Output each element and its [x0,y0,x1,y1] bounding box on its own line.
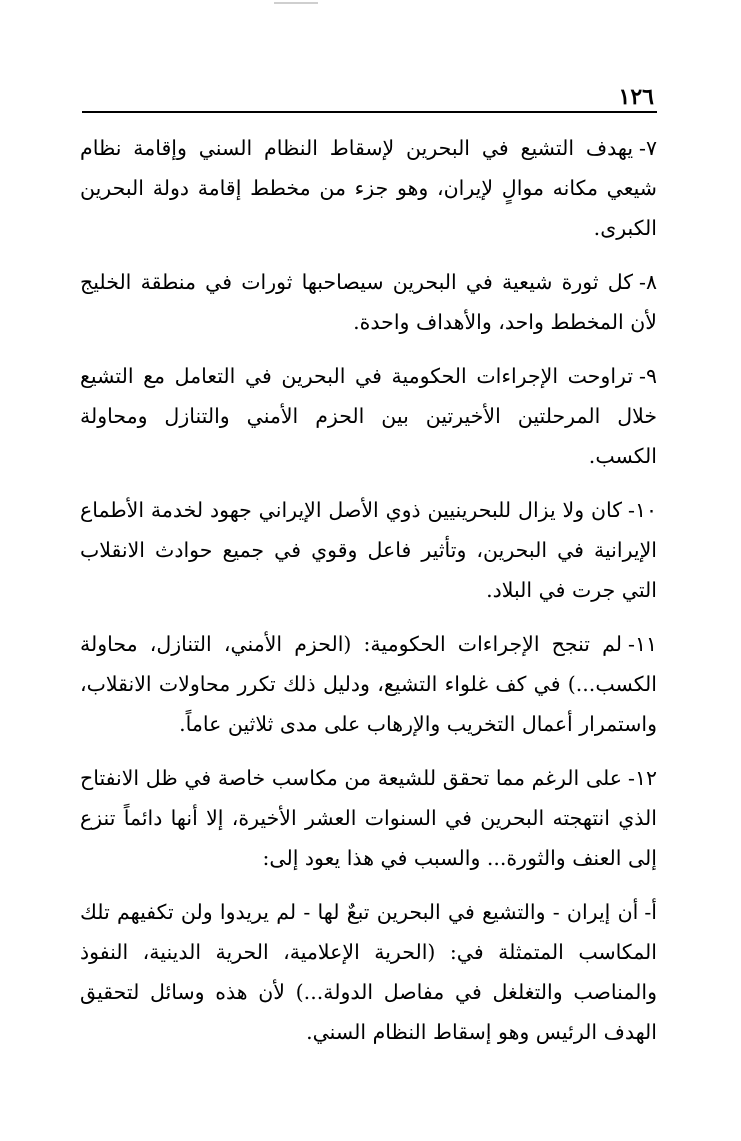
paragraph-11 [80,624,657,744]
paragraph-number: ٨- [639,270,657,294]
page-header [82,85,656,109]
paragraph-a [80,892,657,1052]
paragraph-text: يهدف التشيع في البحرين لإسقاط النظام السني وإقامة نظام شيعي مكانه موالٍ لإيران، وهو جزء من مخطط إقامة دولة البحرين الكبرى. [80,136,657,240]
paragraph-text: كل ثورة شيعية في البحرين سيصاحبها ثورات في منطقة الخليج لأن المخطط واحد، والأهداف واحدة. [80,270,657,334]
paragraph-text: أن إيران - والتشيع في البحرين تبعٌ لها - لم يريدوا ولن تكفيهم تلك المكاسب المتمثلة في: (الحرية الإعلامية، الحرية الدينية، النفوذ والمناصب والتغلغل في مفاصل الدولة...) لأن هذه وسائل لتحقيق الهدف الرئيس وهو إسقاط النظام السني. [80,900,657,1044]
paragraph-number: ٩- [639,364,657,388]
paragraph-number: ١٠- [628,498,657,522]
paragraph-12 [80,758,657,878]
page-body [80,128,657,1052]
paragraph-text: تراوحت الإجراءات الحكومية في البحرين في التعامل مع التشيع خلال المرحلتين الأخيرتين بين الحزم الأمني والتنازل ومحاولة الكسب. [80,364,657,468]
paragraph-number: ١٢- [628,766,657,790]
paragraph-text: لم تنجح الإجراءات الحكومية: (الحزم الأمني، التنازل، محاولة الكسب...) في كف غلواء التشيع، ودليل ذلك تكرر محاولات الانقلاب، واستمرار أعمال التخريب والإرهاب على مدى ثلاثين عاماً. [80,632,657,736]
paragraph-7 [80,128,657,248]
paragraph-8 [80,262,657,342]
paragraph-text: كان ولا يزال للبحرينيين ذوي الأصل الإيراني جهود لخدمة الأطماع الإيرانية في البحرين، وتأثير فاعل وقوي في جميع حوادث الانقلاب التي جرت في البلاد. [80,498,657,602]
page-number: ١٢٦ [618,84,654,110]
paragraph-9 [80,356,657,476]
paragraph-number: ١١- [628,632,657,656]
paragraph-number: ٧- [639,136,657,160]
top-edge-mark [274,2,318,4]
paragraph-10 [80,490,657,610]
paragraph-number: أ- [644,900,657,924]
paragraph-text: على الرغم مما تحقق للشيعة من مكاسب خاصة في ظل الانفتاح الذي انتهجته البحرين في السنوات العشر الأخيرة، إلا أنها دائماً تنزع إلى العنف والثورة... والسبب في هذا يعود إلى: [80,766,657,870]
header-rule [82,111,657,113]
